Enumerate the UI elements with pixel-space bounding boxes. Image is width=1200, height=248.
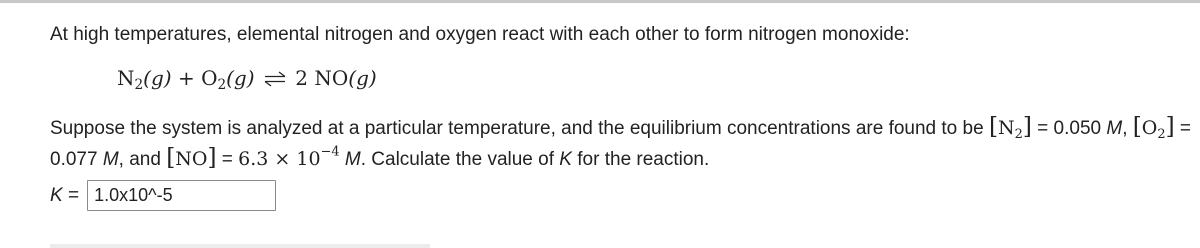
answer-label: K = [50,184,80,206]
product-coefficient: 2 [295,66,308,90]
reactant-n2-state: (g) [143,66,172,90]
unit-m: M [102,149,119,170]
bracket-right-icon: ] [207,144,217,171]
no-value: $6.3 \times 10^{-4}$ [238,144,340,170]
k-symbol: K [559,149,572,170]
bottom-bar [50,244,430,248]
answer-row [50,180,276,211]
o2-value: 0.077 [50,149,98,170]
bracket-left-icon: [ [1132,113,1142,140]
reactant-o2-state: (g) [226,66,255,90]
reactant-n2: $N_2$ [117,66,144,94]
no-species: NO [175,148,208,170]
question-text: Suppose the system is analyzed at a particular temperature, and the equilibrium concentrations are found to be $[N_2] = 0.050$ M, $[O_2]$ = 0.077 M, and $[NO] = 6.3 \times 10^{-4}$ M. Calculate the value of K for the reaction. [50,113,1192,171]
chemical-equation [117,66,377,92]
bracket-right-icon: ] [1022,113,1032,140]
bracket-left-icon: [ [988,113,998,140]
n2-species: $N_2$ [997,117,1023,142]
plus-sign: + [177,66,195,90]
bracket-left-icon: [ [166,144,176,171]
n2-value: = 0.050 [1037,118,1102,139]
k-answer-input[interactable]: 1.0x10^-5 [87,180,276,211]
intro-text: At high temperatures, elemental nitrogen and oxygen react with each other to form nitrogen monoxide: [50,24,910,45]
bracket-right-icon: ] [1165,113,1175,140]
reactant-o2: $O_2$ [201,66,227,94]
product-no: NO [314,66,349,90]
unit-m: M [344,149,361,170]
product-no-state: (g) [348,66,377,90]
top-divider [0,0,1200,3]
equilibrium-arrow-icon [263,68,287,92]
o2-species: $O_2$ [1141,117,1166,142]
unit-m: M [1106,118,1123,139]
